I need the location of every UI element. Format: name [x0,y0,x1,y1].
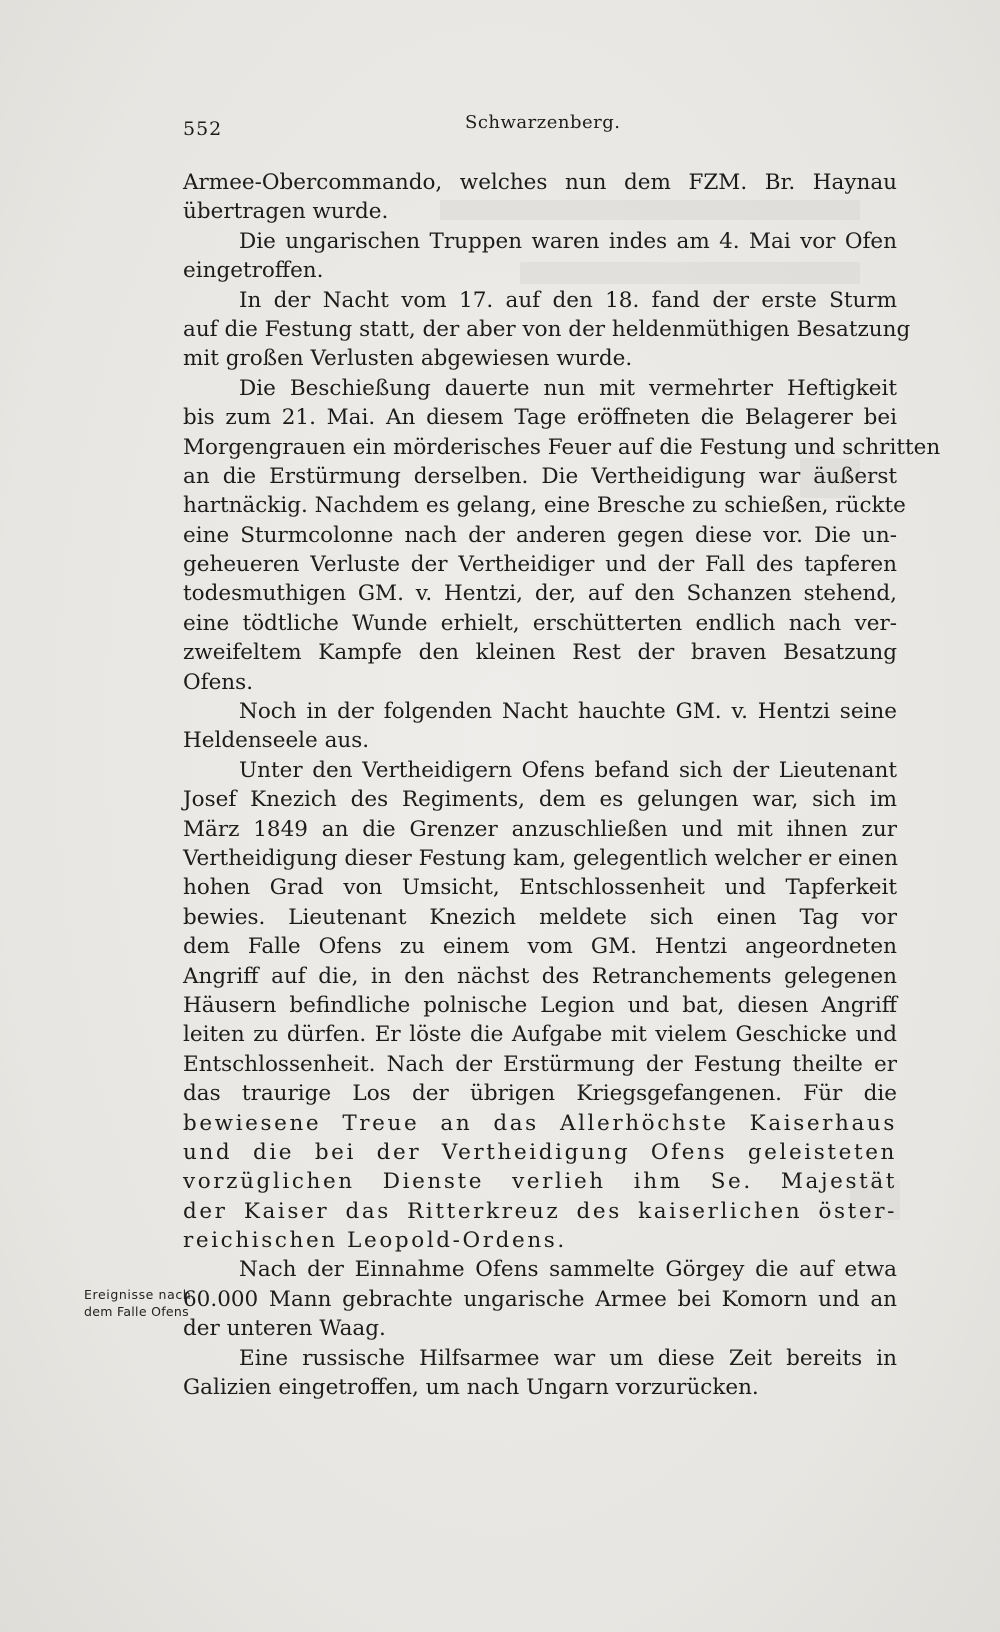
text-line: Die ungarischen Truppen waren indes am 4. Mai vor Ofen [239,228,897,254]
text-line: Die Beschießung dauerte nun mit vermehrter Heftigkeit [239,375,897,401]
text-line: todesmuthigen GM. v. Hentzi, der, auf den Schanzen stehend, [183,581,897,607]
text-line: zweifeltem Kampfe den kleinen Rest der braven Besatzung [183,640,897,666]
text-line: hartnäckig. Nachdem es gelang, eine Bresche zu schießen, rückte [183,493,906,519]
text-line: dem Falle Ofens zu einem vom GM. Hentzi angeordneten [183,934,897,960]
text-line: 60.000 Mann gebrachte ungarische Armee bei Komorn und an [183,1286,897,1312]
margin-note-line: Ereignisse nach [84,1287,192,1302]
text-line: Vertheidigung dieser Festung kam, gelegentlich welcher er einen [183,845,899,871]
emphasized-text-line: vorzüglichen Dienste verlieh ihm Se. Majestät [183,1169,897,1195]
emphasized-text-line: der Kaiser das Ritterkreuz des kaiserlichen öster- [183,1198,897,1224]
text-line: Nach der Einnahme Ofens sammelte Görgey die auf etwa [239,1257,897,1283]
text-line: Ofens. [183,669,254,695]
text-line: übertragen wurde. [183,199,389,225]
text-line: eingetroffen. [183,258,324,284]
text-line: Entschlossenheit. Nach der Erstürmung der Festung theilte er [183,1051,897,1077]
emphasized-text-line: und die bei der Vertheidigung Ofens geleisteten [183,1139,897,1165]
text-line: März 1849 an die Grenzer anzuschließen und mit ihnen zur [183,816,897,842]
text-line: Josef Knezich des Regiments, dem es gelungen war, sich im [183,787,897,813]
text-line: Armee-Obercommando, welches nun dem FZM. Br. Haynau [183,170,897,195]
text-line: Morgengrauen ein mörderisches Feuer auf die Festung und schritten [183,434,941,460]
text-line: Unter den Vertheidigern Ofens befand sich der Lieutenant [239,757,897,783]
emphasized-text-line: reichischen Leopold-Ordens. [183,1228,567,1254]
text-line: eine Sturmcolonne nach der anderen gegen diese vor. Die un- [183,522,897,548]
margin-note [84,1286,234,1320]
text-line: hohen Grad von Umsicht, Entschlossenheit und Tapferkeit [183,875,897,901]
text-line: an die Erstürmung derselben. Die Vertheidigung war äußerst [183,463,897,489]
text-line: mit großen Verlusten abgewiesen wurde. [183,346,633,372]
body-text [183,168,941,1402]
text-line: bis zum 21. Mai. An diesem Tage eröffneten die Belagerer bei [183,405,897,431]
text-line: Galizien eingetroffen, um nach Ungarn vorzurücken. [183,1375,759,1401]
text-line: Angriff auf die, in den nächst des Retranchements gelegenen [183,963,897,989]
text-line: geheueren Verluste der Vertheidiger und der Fall des tapferen [183,552,897,578]
text-line: der unteren Waag. [183,1316,386,1342]
text-line: auf die Festung statt, der aber von der heldenmüthigen Besatzung [183,316,911,342]
text-line: bewies. Lieutenant Knezich meldete sich einen Tag vor [183,904,897,930]
page-number: 552 [183,118,223,140]
text-line: das traurige Los der übrigen Kriegsgefangenen. Für die [183,1081,897,1107]
text-line: Noch in der folgenden Nacht hauchte GM. v. Hentzi seine [239,699,897,725]
margin-note-line: dem Falle Ofens [84,1304,189,1319]
emphasized-text-line: bewiesene Treue an das Allerhöchste Kaiserhaus [183,1110,897,1136]
text-line: Häusern befindliche polnische Legion und bat, diesen Angriff [183,992,897,1018]
page-header [180,112,900,152]
text-line: In der Nacht vom 17. auf den 18. fand der erste Sturm [239,287,897,313]
text-line: Heldenseele aus. [183,728,370,754]
running-title: Schwarzenberg. [465,112,621,133]
text-line: leiten zu dürfen. Er löste die Aufgabe mit vielem Geschicke und [183,1022,897,1048]
text-line: eine tödtliche Wunde erhielt, erschütterten endlich nach ver- [183,610,897,636]
text-line: Eine russische Hilfsarmee war um diese Zeit bereits in [239,1345,897,1371]
